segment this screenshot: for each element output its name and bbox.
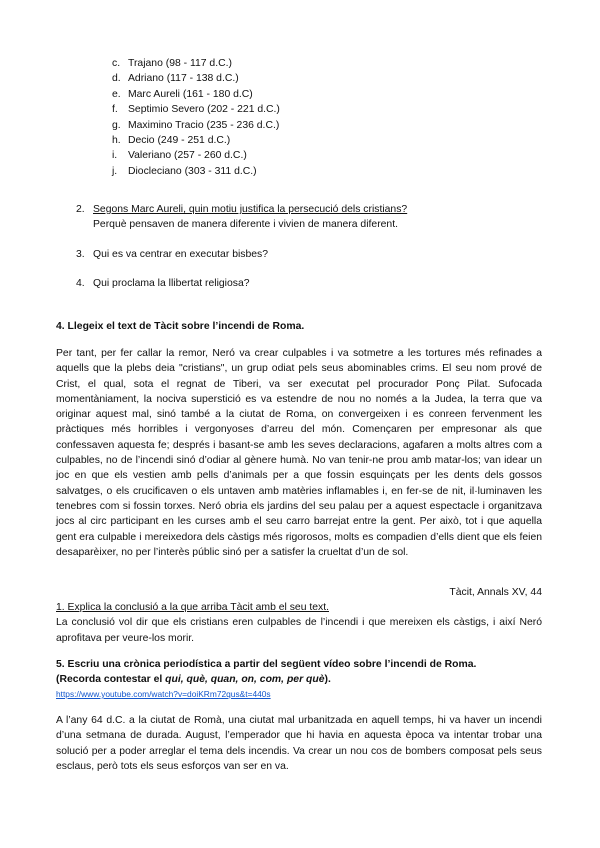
- chronicle-text: A l’any 64 d.C. a la ciutat de Romà, una ciutat mal urbanitzada en aquell temps, hi va haver un incendi d’una setmana de durada. August, l’emperador que hi havia en aquesta època va intentar trobar una solució per a poder arreglar el tema dels incendis. Va crear un nou cos de bombers composat pels seus esclaus, però tots els seus esforços van ser en va.: [56, 715, 542, 772]
- question-2: 2. Segons Marc Aureli, quin motiu justifica la persecució dels cristians? Perquè pensaven de manera diferente i vivien de manera diferent.: [76, 204, 408, 230]
- list-item: g. Maximino Tracio (235 - 236 d.C.): [112, 119, 280, 131]
- section-5-heading: 5. Escriu una crònica periodística a partir del següent vídeo sobre l’incendi de Roma. (Recorda contestar el qui, què, quan, on, com, per què). https://www.youtube.com/watch?v=doiKRm72qus&t=440s: [56, 657, 542, 702]
- list-item: j. Diocleciano (303 - 311 d.C.): [112, 165, 257, 177]
- question-4: 4. Qui proclama la llibertat religiosa?: [76, 278, 250, 289]
- video-link[interactable]: https://www.youtube.com/watch?v=doiKRm72qus&t=440s: [56, 689, 271, 699]
- section-5-subheading: (Recorda contestar el qui, què, quan, on, com, per què).: [56, 674, 331, 685]
- emperor-list: [112, 56, 280, 179]
- list-item: c. Trajano (98 - 117 d.C.): [112, 58, 232, 69]
- tacitus-text: Per tant, per fer callar la remor, Neró va crear culpables i va sotmetre a les tortures més refinades a aquells que la plebs deia "cristians", un grup odiat pels seus abominables crims. El seu nom prové de Crist, el qual, sota el regnat de Tiberi, va ser executat pel procurador Ponç Pilat. Sufocada momentàniament, la nociva superstició es va estendre de nou no només a la Judea, la terra que va originar aquest mal, sinó també a la ciutat de Roma, on convergeixen i es conreen fervenment les pràctiques més horribles i vergonyoses d’arreu del món. Començaren per empresonar als que confessaven aquesta fe; després i basant-se amb les seves declaracions, agafaren a molts altres com a culpables, no de l’incendi sinó d’odiar al gènere humà. No van tenir-ne prou amb matar-los; van idear un joc en que els vestien amb pells d’animals per a que fossin esquinçats per les dents dels gossos salvatges, o els crucificaven o els untaven amb matèries inflamables i, en fer-se de nit, il·luminaven les tenebres com si fossin torxes. Neró obria els jardins del seu palau per a aquest espectacle i organitzava jocs al circ participant en les curses amb el seu carro barrejat entre la gent. Per això, tot i que aquella gent era culpable i mereixedora dels càstigs més rigorosos, molts es compadien d’ells dient que els feien desaparèixer, no per l’interès públic sinó per a satisfer la crueltat d’un de sol.: [56, 348, 542, 558]
- question-2-answer: Perquè pensaven de manera diferente i vivien de manera diferent.: [93, 219, 398, 230]
- list-item: i. Valeriano (257 - 260 d.C.): [112, 150, 247, 162]
- list-item: h. Decio (249 - 251 d.C.): [112, 134, 231, 146]
- answer-text: La conclusió vol dir que els cristians eren culpables de l’incendi i que mereixen els càstigs, i així Neró aprofitava per veure-los morir.: [56, 617, 542, 644]
- question-2-text: Segons Marc Aureli, quin motiu justifica la persecució dels cristians?: [93, 204, 408, 215]
- section-4-heading: 4. Llegeix el text de Tàcit sobre l’incendi de Roma.: [56, 321, 305, 332]
- question-3: 3. Qui es va centrar en executar bisbes?: [76, 249, 269, 260]
- section-4-question: [56, 600, 542, 646]
- question-text: 1. Explica la conclusió a la que arriba Tàcit amb el seu text.: [56, 602, 329, 613]
- list-item: e. Marc Aureli (161 - 180 d.C): [112, 88, 253, 100]
- source-citation: Tàcit, Annals XV, 44: [449, 587, 542, 598]
- list-item: d. Adriano (117 - 138 d.C.): [112, 73, 239, 85]
- list-item: f. Septimio Severo (202 - 221 d.C.): [112, 104, 280, 116]
